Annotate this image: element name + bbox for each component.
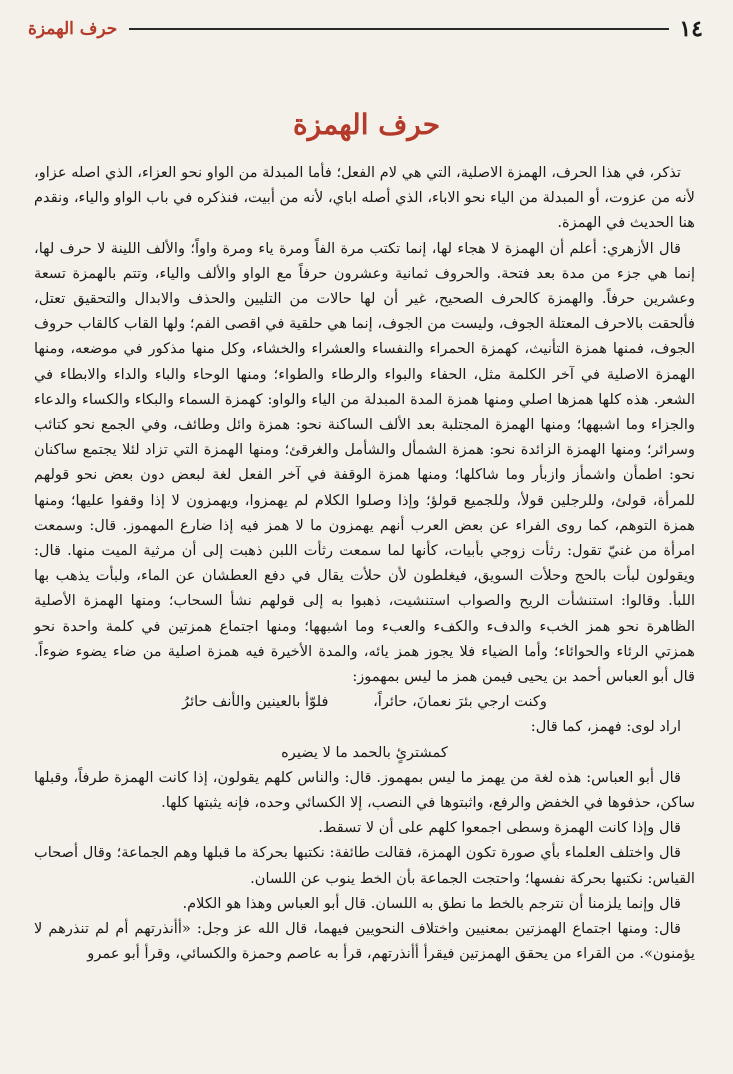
running-header xyxy=(28,14,703,44)
paragraph: قال الأزهري: أعلم أن الهمزة لا هجاء لها، إنما تكتب مرة الفاً ومرة ياء ومرة واواً؛ والألف اللينة لا حرف لها، إنما هي جزء من مدة بعد فتحة. والحروف ثمانية وعشرون حرفاً مع الواو والألف والياء، وتتم بالهمزة تسعة وعشرين حرفاً. والهمزة كالحرف الصحيح، غير أن لها حالات من التليين والحذف والابدال والتحقيق تعتل، فألحقت بالاحرف المعتلة الجوف، وليست من الجوف، إنما هي حلقية في اقصى الفم؛ ولها القاب كالقاب حروف الجوف، فمنها همزة التأنيث، كهمزة الحمراء والنفساء والعشراء والخشاء، وكل منها مذكور في موضعه، ومنها الهمزة الاصلية في آخر الكلمة مثل، الحفاء والبواء والرطاء والطواء؛ ومنها الوحاء والباء والداء والابطاء في الشعر. هذه كلها همزها اصلي ومنها همزة المدة المبدلة من الياء والواو: كهمزة السماء والبكاء والكساء والدعاء والجزاء وما اشبهها؛ ومنها الهمزة المجتلبة بعد الألف الساكنة نحو: همزة وائل وطائف، وفي الجمع نحو كتائب وسرائر؛ ومنها الهمزة الزائدة نحو: همزة الشمأل والشأمل والغرقئ؛ ومنها الهمزة التي تزاد لئلا يجتمع ساكنان نحو: اطمأن واشمأز وازبأر وما شاكلها؛ ومنها همزة الوقفة في آخر الفعل لغة لبعض دون بعض نحو قولهم للمرأة، قولئ، وللرجلين قولأ، وللجميع قولؤ؛ وإذا وصلوا الكلام لم يهمزوا، ويهمزون لا إذا وقفوا عليها؛ ومنها همزة التوهم، كما روى الفراء عن بعض العرب أنهم يهمزون ما لا همز فيه إذا ضارع المهموز. قال: وسمعت امرأة من غنيّ تقول: رثأت زوجي بأبيات، كأنها لما سمعت رثأت اللبن ذهبت إلى أن مرثية الميت منها. قال: ويقولون لبأت بالحج وحلأت السويق، فيغلطون لأن حلأت يقال في دفع العطشان عن الماء، ولبأت يذهب بها اللبأ. وقالوا: استنشأت الريح والصواب استنشيت، ذهبوا به إلى قولهم نشأ السحاب؛ ومنها الهمزة الأصلية الظاهرة نحو همز الخبء والدفء والكفء والعبء وما اشبهها؛ ومنها اجتماع همزتين في كلمة واحدة نحو همزتي الرئاء والحوائاء؛ وأما الضياء فلا يجوز همز يائه، والمدة الأخيرة فيه همزة اصلية من ضاء يضوء ضوءاً. قال أبو العباس أحمد بن يحيى فيمن همز ما ليس بمهموز: xyxy=(33,239,695,686)
body-text xyxy=(34,160,695,1054)
verse-hemistich: وكنت ارجي بئرَ نعمانَ، حائراً، xyxy=(373,693,547,711)
paragraph: تذكر، في هذا الحرف، الهمزة الاصلية، التي هي لام الفعل؛ فأما المبدلة من الواو نحو العزاء، الذي اصله عزاو، لأنه من عزوت، أو المبدلة من الياء نحو الاباء، الذي أصله اباي، لأنه من أبيت، فنذكره في باب الواو والياء، ونقدم هنا الحديث في الهمزة. xyxy=(34,164,695,232)
page-number: ١٤ xyxy=(679,16,703,42)
paragraph: قال: ومنها اجتماع الهمزتين بمعنيين واختلاف النحويين فيهما، قال الله عز وجل: «أأنذرتهم أم لم تنذرهم لا يؤمنون». من القراء من يحقق الهمزتين فيقرأ أأنذرتهم، قرأ به عاصم وحمزة والكسائي، وقرأ أبو عمرو xyxy=(34,920,695,963)
verse-hemistich: فلوّأ بالعينين والأنف حائرُ xyxy=(182,693,329,711)
paragraph: قال وإذا كانت الهمزة وسطى اجمعوا كلهم على أن لا تسقط. xyxy=(318,819,681,837)
paragraph: اراد لوى: فهمز، كما قال: xyxy=(530,718,681,736)
verse-line: كمشترئٍ بالحمد ما لا يضيره xyxy=(281,743,448,761)
paragraph: قال وإنما يلزمنا أن نترجم بالخط ما نطق به اللسان. قال أبو العباس وهذا هو الكلام. xyxy=(182,894,681,912)
running-title: حرف الهمزة xyxy=(28,19,118,39)
paragraph: قال أبو العباس: هذه لغة من يهمز ما ليس بمهموز. قال: والناس كلهم يقولون، إذا كانت الهمزة طرفاً، وقبلها ساكن، حذفوها في الخفض والرفع، واثبتوها في النصب، إلا الكسائي وحده، فإنه يثبتها كلها. xyxy=(34,768,695,812)
verse-line xyxy=(34,689,695,714)
paragraph: قال واختلف العلماء بأي صورة تكون الهمزة، فقالت طائفة: نكتبها بحركة ما قبلها وهم الجماعة؛ وقال أصحاب القياس: نكتبها بحركة نفسها؛ واحتجت الجماعة بأن الخط ينوب عن اللسان. xyxy=(34,844,695,887)
chapter-title: حرف الهمزة xyxy=(292,108,441,141)
header-rule xyxy=(129,28,669,30)
